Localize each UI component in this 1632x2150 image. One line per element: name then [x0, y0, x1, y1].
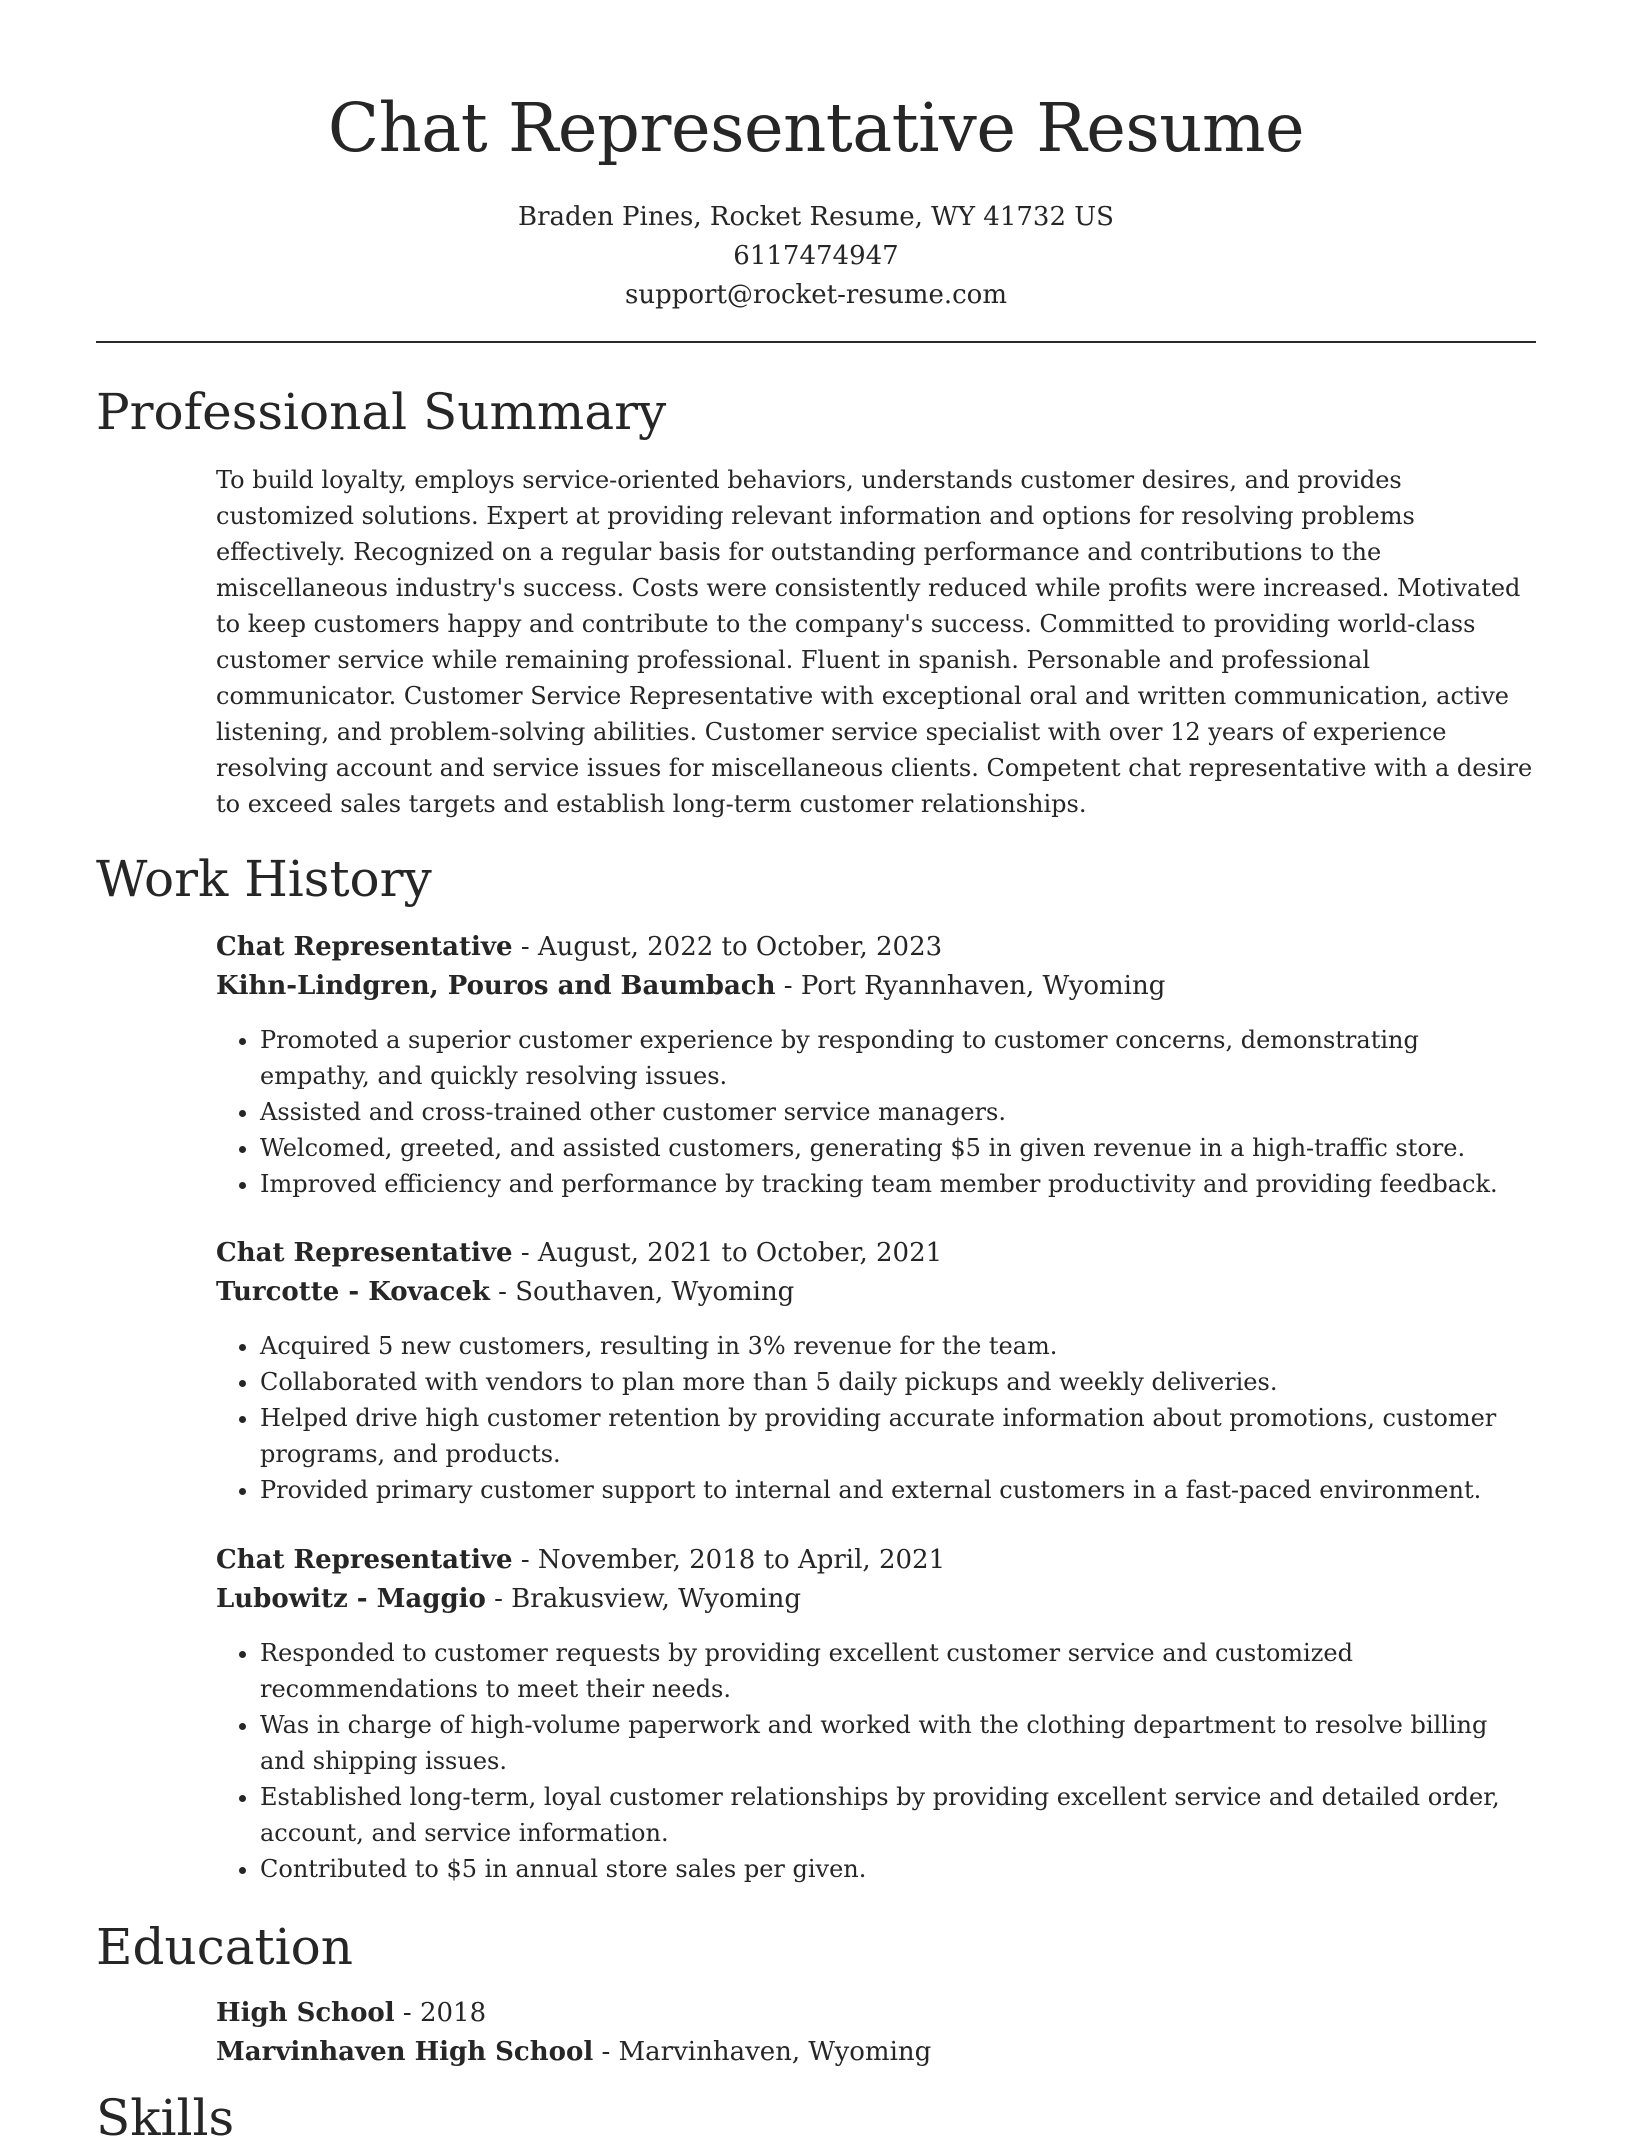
job-location: - Brakusview, Wyoming: [485, 1584, 801, 1614]
job-location: - Southaven, Wyoming: [489, 1277, 795, 1307]
contact-email: support@rocket-resume.com: [624, 280, 1007, 310]
job-bullet: • Welcomed, greeted, and assisted customers, generating $5 in given revenue in a high-traffic store.: [260, 1130, 1536, 1166]
job-bullets: [216, 1635, 1536, 1887]
education-year: - 2018: [394, 1998, 487, 2028]
job-dates: - November, 2018 to April, 2021: [512, 1545, 946, 1575]
job-dates: - August, 2022 to October, 2023: [512, 932, 943, 962]
job-bullet: • Improved efficiency and performance by tracking team member productivity and providing feedback.: [260, 1166, 1536, 1202]
job-title-line: [216, 1234, 1536, 1273]
job-bullet: • Established long-term, loyal customer relationships by providing excellent service and detailed order, account, and service information.: [260, 1779, 1536, 1851]
job-company: Kihn-Lindgren, Pouros and Baumbach: [216, 971, 776, 1001]
job-entry: [216, 1541, 1536, 1887]
header-divider: [96, 341, 1536, 343]
job-bullet: • Helped drive high customer retention by providing accurate information about promotions, customer programs, and products.: [260, 1400, 1536, 1472]
education-location: - Marvinhaven, Wyoming: [593, 2037, 932, 2067]
job-entry: [216, 1234, 1536, 1508]
summary-text: To build loyalty, employs service-oriented behaviors, understands customer desires, and provides customized solutions. Expert at providing relevant information and options for resolving problems effectively. Recognized on a regular basis for outstanding performance and contributions to the miscellaneous industry's success. Costs were consistently reduced while profits were increased. Motivated to keep customers happy and contribute to the company's success. Committed to providing world-class customer service while remaining professional. Fluent in spanish. Personable and professional communicator. Customer Service Representative with exceptional oral and written communication, active listening, and problem-solving abilities. Customer service specialist with over 12 years of experience resolving account and service issues for miscellaneous clients. Competent chat representative with a desire to exceed sales targets and establish long-term customer relationships.: [216, 466, 1533, 818]
job-company-line: [216, 967, 1536, 1006]
job-title: Chat Representative: [216, 932, 513, 962]
resume-header: [96, 84, 1536, 315]
job-location: - Port Ryannhaven, Wyoming: [775, 971, 1166, 1001]
resume-title: Chat Representative Resume: [327, 89, 1305, 167]
education-heading: Education: [96, 1918, 353, 1976]
job-company-line: [216, 1273, 1536, 1312]
education-entry: [216, 1994, 1536, 2072]
job-title-line: [216, 928, 1536, 967]
skills-heading: Skills: [96, 2089, 235, 2147]
job-company-line: [216, 1580, 1536, 1619]
contact-phone: 6117474947: [733, 241, 899, 271]
job-dates: - August, 2021 to October, 2021: [512, 1238, 943, 1268]
job-bullet: • Responded to customer requests by providing excellent customer service and customized recommendations to meet their needs.: [260, 1635, 1536, 1707]
education-degree-line: [216, 1994, 1536, 2033]
education-school: Marvinhaven High School: [216, 2037, 594, 2067]
contact-block: [96, 198, 1536, 315]
job-bullet: • Assisted and cross-trained other customer service managers.: [260, 1094, 1536, 1130]
job-bullets: [216, 1022, 1536, 1202]
job-company: Lubowitz - Maggio: [216, 1584, 486, 1614]
job-title: Chat Representative: [216, 1238, 513, 1268]
job-title-line: [216, 1541, 1536, 1580]
job-company: Turcotte - Kovacek: [216, 1277, 490, 1307]
job-bullet: • Acquired 5 new customers, resulting in 3% revenue for the team.: [260, 1328, 1536, 1364]
job-bullet: • Contributed to $5 in annual store sales per given.: [260, 1851, 1536, 1887]
job-bullet: • Promoted a superior customer experience by responding to customer concerns, demonstrating empathy, and quickly resolving issues.: [260, 1022, 1536, 1094]
job-bullet: • Provided primary customer support to internal and external customers in a fast-paced environment.: [260, 1472, 1536, 1508]
education-degree: High School: [216, 1998, 395, 2028]
summary-heading: Professional Summary: [96, 383, 667, 441]
job-title: Chat Representative: [216, 1545, 513, 1575]
job-bullet: • Was in charge of high-volume paperwork and worked with the clothing department to resolve billing and shipping issues.: [260, 1707, 1536, 1779]
education-school-line: [216, 2033, 1536, 2072]
job-bullet: • Collaborated with vendors to plan more than 5 daily pickups and weekly deliveries.: [260, 1364, 1536, 1400]
job-entry: [216, 928, 1536, 1202]
job-bullets: [216, 1328, 1536, 1508]
work-history-heading: Work History: [96, 850, 432, 908]
contact-address: Braden Pines, Rocket Resume, WY 41732 US: [517, 202, 1114, 232]
